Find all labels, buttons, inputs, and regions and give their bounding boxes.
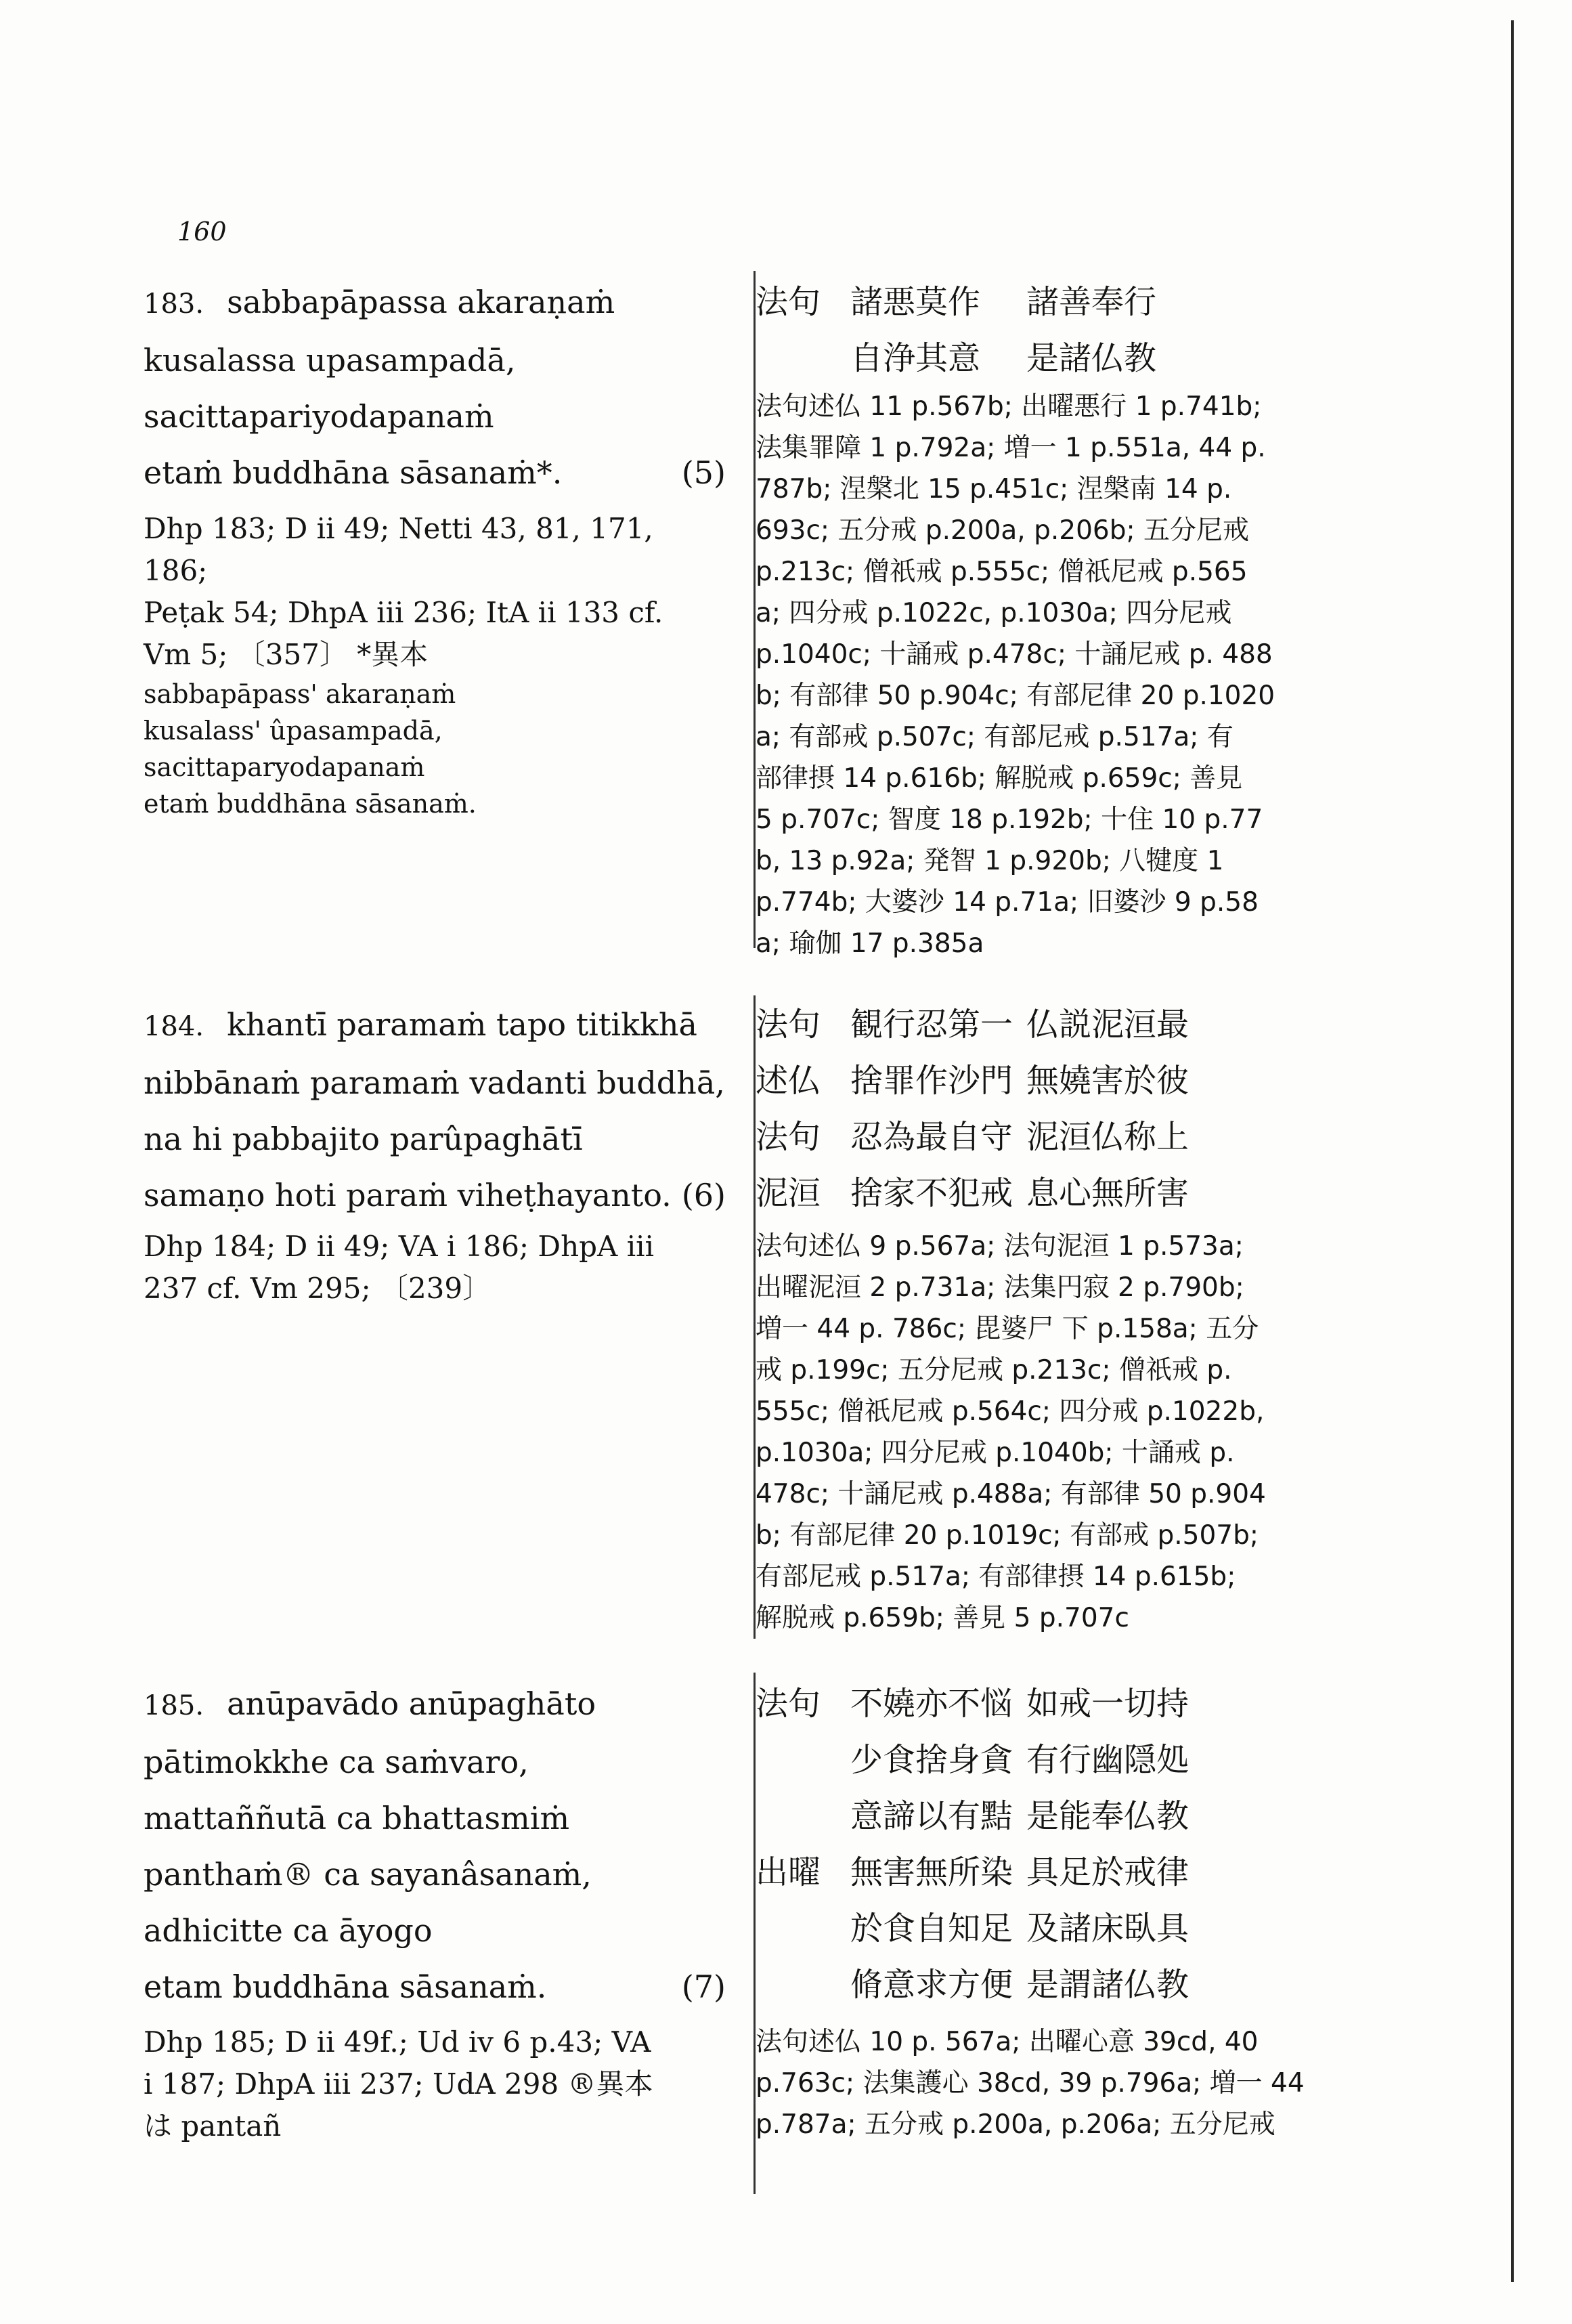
parallel-source: 泥洹 xyxy=(756,1174,821,1212)
verse-line: nibbānaṁ paramaṁ vadanti buddhā, xyxy=(144,1064,725,1101)
parallel-phrase: 捨罪作沙門 xyxy=(850,1062,1013,1100)
parallel-phrase: 観行忍第一 xyxy=(850,1006,1013,1043)
verse-text: anūpavādo anūpaghāto xyxy=(227,1685,596,1722)
parallel-phrase: 及諸床臥具 xyxy=(1026,1910,1189,1948)
parallel-source: 出曜 xyxy=(756,1853,821,1891)
pali-verse-185 xyxy=(144,1676,726,2015)
parallel-line xyxy=(756,1845,1338,1901)
parallel-source: 法句 xyxy=(756,1118,821,1156)
parallel-source: 法句 xyxy=(756,1685,821,1723)
parallel-phrase: 仏説泥洹最 xyxy=(1026,1006,1189,1043)
verse-line: na hi pabbajito parûpaghātī xyxy=(144,1121,583,1157)
parallel-line xyxy=(756,1788,1338,1845)
parallel-line xyxy=(756,1957,1338,2013)
verse-line xyxy=(144,274,726,332)
parallel-phrase: 於食自知足 xyxy=(850,1910,1013,1948)
pali-verse-183 xyxy=(144,274,726,501)
verse-text: etaṁ buddhāna sāsanaṁ*. xyxy=(144,454,563,491)
pali-references-183 xyxy=(144,508,726,822)
verse-line xyxy=(144,1959,726,2015)
chinese-source-references-185: 法句述仏 10 p. 567a; 出曜心意 39cd, 40 p.763c; 法集護心 38cd, 39 p.796a; 増一 44 p.787a; 五分戒 p.200a, p.206a; 五分尼戒 xyxy=(756,2027,1305,2140)
chinese-parallels-184 xyxy=(756,997,1338,1222)
parallel-phrase: 無嬈害於彼 xyxy=(1026,1062,1189,1100)
parallel-phrase: 是謂諸仏教 xyxy=(1026,1966,1189,2004)
chinese-parallels-185 xyxy=(756,1676,1338,2013)
parallel-phrase: 忍為最自守 xyxy=(850,1118,1013,1156)
verse-line: kusalassa upasampadā, xyxy=(144,342,516,379)
verse-text: khantī paramaṁ tapo titikkhā xyxy=(227,1006,697,1043)
verse-line xyxy=(144,445,726,501)
verse-line xyxy=(144,1167,726,1224)
parallel-phrase: 意諦以有黠 xyxy=(850,1797,1013,1835)
verse-line xyxy=(144,1676,726,1734)
pali-verse-184 xyxy=(144,997,726,1224)
verse-line xyxy=(144,997,726,1055)
parallel-phrase: 不嬈亦不悩 xyxy=(850,1685,1013,1723)
parallel-phrase: 無害無所染 xyxy=(850,1853,1013,1891)
variant-reading: sabbapāpass' akaraṇaṁ kusalass' ûpasampadā, sacittaparyodapanaṁ etaṁ buddhāna sāsanaṁ. xyxy=(144,679,477,819)
reference-text: Dhp 184; D ii 49; VA i 186; DhpA iii 237 cf. Vm 295; 〔239〕 xyxy=(144,1230,655,1305)
verse-text: sabbapāpassa akaraṇaṁ xyxy=(227,284,615,320)
pali-references-184 xyxy=(144,1226,726,1310)
verse-mark: (5) xyxy=(681,454,726,491)
parallel-source: 法句 xyxy=(756,283,821,321)
parallel-phrase: 息心無所害 xyxy=(1026,1174,1189,1212)
page-number: 160 xyxy=(177,217,227,246)
parallel-line xyxy=(756,1901,1338,1957)
reference-text: Dhp 183; D ii 49; Netti 43, 81, 171, 186; Peṭak 54; DhpA iii 236; ItA ii 133 cf. Vm 5; 〔357〕 *異本 xyxy=(144,512,663,671)
parallel-source: 法句 xyxy=(756,1006,821,1043)
verse-line: sacittapariyodapanaṁ xyxy=(144,398,494,435)
chinese-source-references-183: 法句述仏 11 p.567b; 出曜悪行 1 p.741b; 法集罪障 1 p.792a; 増一 1 p.551a, 44 p. 787b; 涅槃北 15 p.451c; 涅槃南 14 p. 693c; 五分戒 p.200a, p.206b; 五分尼戒 p.213c; 僧祇戒 p.555c; 僧祇尼戒 p.565 a; 四分戒 p.1022c, p.1030a; 四分尼戒 p.1040c; 十誦戒 p.478c; 十誦尼戒 p. 488 b; 有部律 50 p.904c; 有部尼律 20 p.1020 a; 有部戒 p.507c; 有部尼戒 p.517a; 有 部律摂 14 p.616b; 解脱戒 p.659c; 善見 5 p.707c; 智度 18 p.192b; 十住 10 p.77 b, 13 p.92a; 発智 1 p.920b; 八犍度 1 p.774b; 大婆沙 14 p.71a; 旧婆沙 9 p.58 a; 瑜伽 17 p.385a xyxy=(756,391,1275,959)
verse-line: panthaṁ® ca sayanâsanaṁ, xyxy=(144,1856,592,1893)
page-edge-line xyxy=(1511,20,1514,2282)
parallel-phrase: 有行幽隠処 xyxy=(1026,1741,1189,1779)
parallel-phrase: 自浄其意 xyxy=(850,339,981,377)
verse-line: mattaññutā ca bhattasmiṁ xyxy=(144,1800,570,1836)
parallel-line xyxy=(756,1053,1338,1109)
parallel-phrase: 少食捨身貪 xyxy=(850,1741,1013,1779)
parallel-source: 述仏 xyxy=(756,1062,821,1100)
parallel-line xyxy=(756,1165,1338,1222)
parallel-phrase: 脩意求方便 xyxy=(850,1966,1013,2004)
verse-number: 183. xyxy=(144,288,204,320)
parallel-phrase: 是諸仏教 xyxy=(1026,339,1157,377)
parallel-phrase: 是能奉仏教 xyxy=(1026,1797,1189,1835)
parallel-phrase: 具足於戒律 xyxy=(1026,1853,1189,1891)
parallel-line xyxy=(756,1676,1338,1732)
parallel-phrase: 捨家不犯戒 xyxy=(850,1174,1013,1212)
parallel-phrase: 諸悪莫作 xyxy=(850,283,981,321)
verse-line: pātimokkhe ca saṁvaro, xyxy=(144,1744,529,1780)
parallel-line xyxy=(756,330,1338,387)
parallel-line xyxy=(756,274,1338,330)
verse-number: 185. xyxy=(144,1690,204,1721)
chinese-source-references-184: 法句述仏 9 p.567a; 法句泥洹 1 p.573a; 出曜泥洹 2 p.731a; 法集円寂 2 p.790b; 増一 44 p. 786c; 毘婆尸 下 p.158a; 五分 戒 p.199c; 五分尼戒 p.213c; 僧祇戒 p. 555c; 僧祇尼戒 p.564c; 四分戒 p.1022b, p.1030a; 四分尼戒 p.1040b; 十誦戒 p. 478c; 十誦尼戒 p.488a; 有部律 50 p.904 b; 有部尼律 20 p.1019c; 有部戒 p.507b; 有部尼戒 p.517a; 有部律摂 14 p.615b; 解脱戒 p.659b; 善見 5 p.707c xyxy=(756,1231,1266,1633)
reference-text: Dhp 185; D ii 49f.; Ud iv 6 p.43; VA i 187; DhpA iii 237; UdA 298 ®異本 は pantañ xyxy=(144,2025,653,2143)
verse-mark: (6) xyxy=(681,1177,726,1213)
verse-text: samaṇo hoti paraṁ viheṭhayanto. xyxy=(144,1177,672,1213)
chinese-parallels-183 xyxy=(756,274,1338,387)
parallel-line xyxy=(756,997,1338,1053)
verse-text: etam buddhāna sāsanaṁ. xyxy=(144,1968,547,2005)
verse-mark: (7) xyxy=(681,1968,726,2005)
pali-references-185 xyxy=(144,2021,726,2147)
parallel-line xyxy=(756,1732,1338,1788)
parallel-line xyxy=(756,1109,1338,1165)
parallel-phrase: 如戒一切持 xyxy=(1026,1685,1189,1723)
verse-number: 184. xyxy=(144,1011,204,1042)
verse-line: adhicitte ca āyogo xyxy=(144,1912,433,1949)
parallel-phrase: 泥洹仏称上 xyxy=(1026,1118,1189,1156)
parallel-phrase: 諸善奉行 xyxy=(1026,283,1157,321)
